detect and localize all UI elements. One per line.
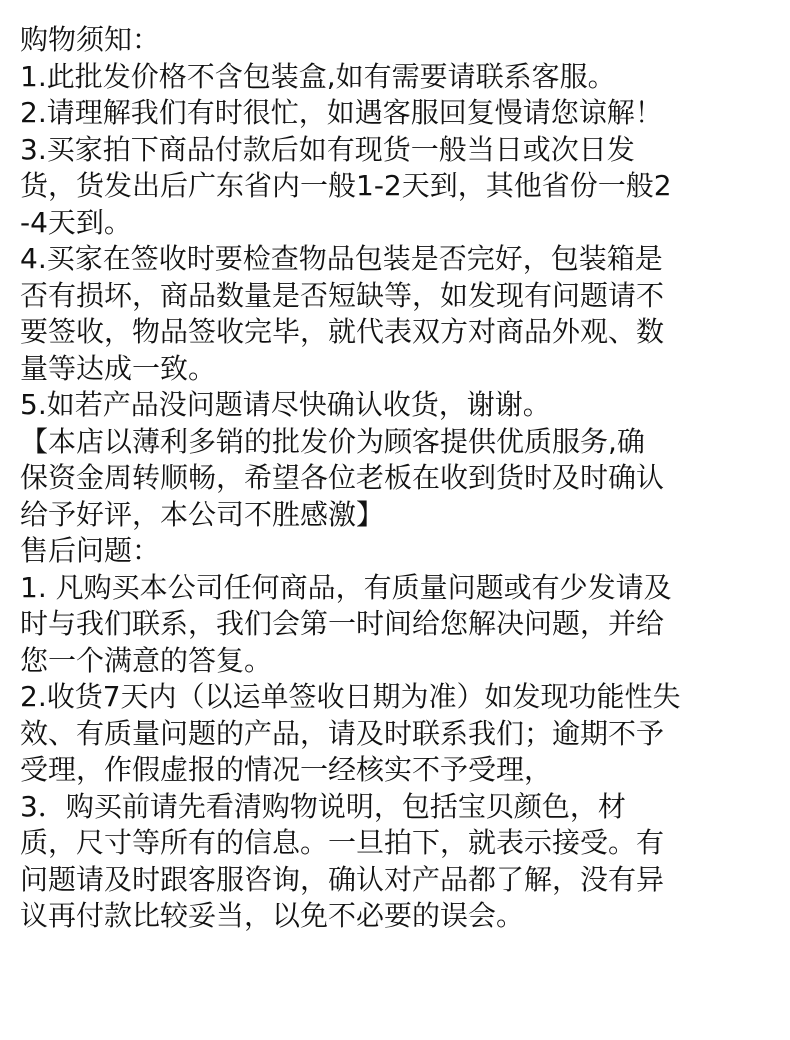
notice-line: 您一个满意的答复。 — [20, 643, 273, 677]
notice-line: 3．购买前请先看清购物说明，包括宝贝颜色，材 — [20, 789, 626, 823]
notice-line: 2.收货7天内（以运单签收日期为准）如发现功能性失 — [20, 680, 681, 713]
notice-heading: 购物须知： — [20, 23, 161, 56]
notice-line: 2.请理解我们有时很忙，如遇客服回复慢请您谅解！ — [20, 96, 663, 129]
notice-line: 否有损坏，商品数量是否短缺等，如发现有问题请不 — [20, 278, 665, 312]
notice-line: -4天到。 — [20, 205, 132, 239]
notice-document — [20, 22, 780, 935]
notice-line: 5.如若产品没问题请尽快确认收货，谢谢。 — [20, 388, 551, 421]
notice-line: 问题请及时跟客服咨询，确认对产品都了解，没有异 — [20, 862, 665, 896]
notice-line: 受理，作假虚报的情况一经核实不予受理， — [20, 753, 553, 786]
notice-line: 【本店以薄利多销的批发价为顾客提供优质服务,确 — [20, 424, 645, 458]
notice-line: 保资金周转顺畅，希望各位老板在收到货时及时确认 — [20, 461, 665, 494]
notice-line: 4.买家在签收时要检查物品包装是否完好，包装箱是 — [20, 242, 663, 275]
notice-line: 1. 凡购买本公司任何商品，有质量问题或有少发请及 — [20, 570, 672, 604]
notice-line: 给予好评，本公司不胜感激】 — [20, 497, 385, 531]
notice-line: 量等达成一致。 — [20, 351, 217, 385]
notice-line: 货，货发出后广东省内一般1-2天到，其他省份一般2 — [20, 169, 672, 202]
notice-line: 议再付款比较妥当，以免不必要的误会。 — [20, 899, 525, 932]
notice-line: 1.此批发价格不含包装盒,如有需要请联系客服。 — [20, 59, 616, 93]
notice-line: 时与我们联系，我们会第一时间给您解决问题，并给 — [20, 607, 665, 640]
notice-line: 效、有质量问题的产品，请及时联系我们；逾期不予 — [20, 716, 665, 750]
notice-line: 要签收，物品签收完毕，就代表双方对商品外观、数 — [20, 315, 665, 348]
after-sales-heading: 售后问题： — [20, 534, 161, 567]
notice-line: 3.买家拍下商品付款后如有现货一般当日或次日发 — [20, 132, 635, 166]
notice-line: 质，尺寸等所有的信息。一旦拍下，就表示接受。有 — [20, 826, 665, 859]
